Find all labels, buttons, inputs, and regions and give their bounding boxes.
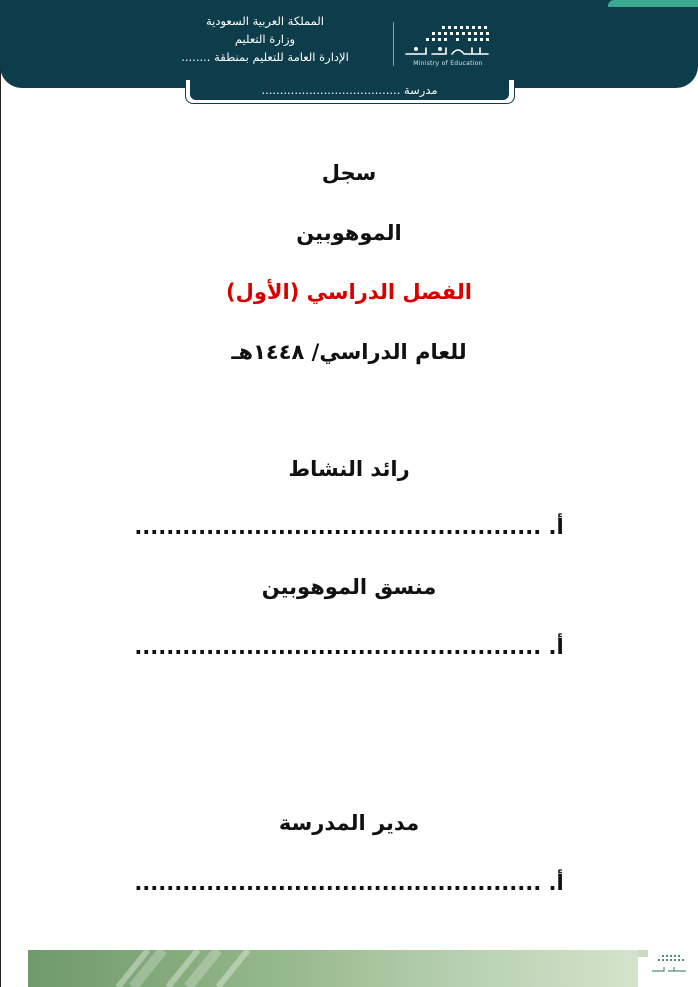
principal-name-line: أ. ................................................... [134,871,564,895]
academic-year-label: للعام الدراسي/ ١٤٤٨هـ [231,340,467,364]
title-gifted: الموهوبين [296,221,402,245]
page-left-border [0,0,1,987]
header-line-ministry: وزارة التعليم [234,32,296,46]
semester-label: الفصل الدراسي (الأول) [226,280,472,304]
header-line-kingdom: المملكة العربية السعودية [206,14,324,28]
header-accent-strip [608,0,698,7]
school-name-label: مدرسة ...................................... [261,83,438,97]
coordinator-heading: منسق الموهوبين [261,575,437,599]
footer-diagonal-stripes [28,950,638,987]
footer-ministry-logo-icon [648,953,690,983]
activity-leader-name-line: أ. ................................................... [134,515,564,539]
title-record: سجل [321,161,377,185]
letterhead-header [0,0,698,88]
coordinator-name-line: أ. ................................................... [134,635,564,659]
school-name-tab-inner [190,80,509,100]
ministry-english-name: Ministry of Education [413,60,483,67]
header-line-administration: الإدارة العامة للتعليم بمنطقة ........ [181,50,349,64]
principal-heading: مدير المدرسة [278,811,420,835]
footer-decoration [0,944,698,987]
activity-leader-heading: رائد النشاط [288,457,410,481]
header-divider [393,22,394,66]
header-text-block [150,12,380,66]
school-name-tab [185,80,515,104]
